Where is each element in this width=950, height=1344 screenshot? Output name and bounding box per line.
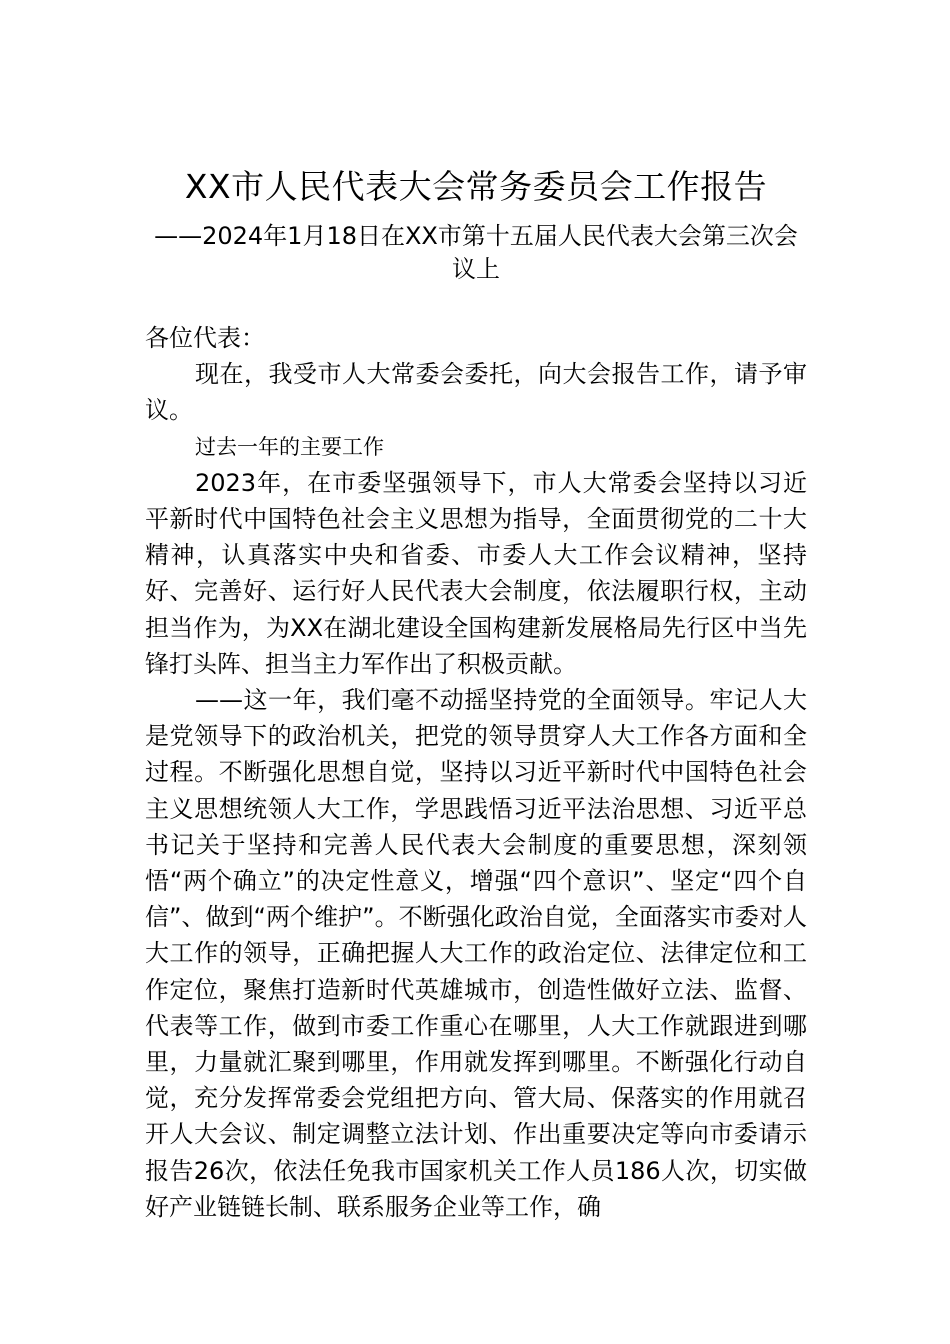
document-subtitle: ——2024年1月18日在XX市第十五届人民代表大会第三次会议上	[154, 222, 798, 283]
paragraph-party-leadership: ——这一年，我们毫不动摇坚持党的全面领导。牢记人大是党领导下的政治机关，把党的领导贯穿人大工作各方面和全过程。不断强化思想自觉，坚持以习近平新时代中国特色社会主义思想统领人大工作，学思践悟习近平法治思想、习近平总书记关于坚持和完善人民代表大会制度的重要思想，深刻领悟“两个确立”的决定性意义，增强“四个意识”、坚定“四个自信”、做到“两个维护”。不断强化政治自觉，全面落实市委对人大工作的领导，正确把握人大工作的政治定位、法律定位和工作定位，聚焦打造新时代英雄城市，创造性做好立法、监督、代表等工作，做到市委工作重心在哪里，人大工作就跟进到哪里，力量就汇聚到哪里，作用就发挥到哪里。不断强化行动自觉，充分发挥常委会党组把方向、管大局、保落实的作用就召开人大会议、制定调整立法计划、作出重要决定等向市委请示报告26次，依法任免我市国家机关工作人员186人次，切实做好产业链链长制、联系服务企业等工作，确	[145, 686, 807, 1221]
section-heading: 过去一年的主要工作	[195, 434, 384, 459]
document-title: XX市人民代表大会常务委员会工作报告	[184, 167, 768, 206]
paragraph-intro: 现在，我受市人大常委会委托，向大会报告工作，请予审议。	[145, 360, 807, 425]
document-body	[145, 320, 807, 1225]
document-content	[145, 162, 807, 1225]
salutation: 各位代表：	[145, 324, 265, 352]
paragraph-overview: 2023年，在市委坚强领导下，市人大常委会坚持以习近平新时代中国特色社会主义思想为指导，全面贯彻党的二十大精神，认真落实中央和省委、市委人大工作会议精神，坚持好、完善好、运行好人民代表大会制度，依法履职行权，主动担当作为，为XX在湖北建设全国构建新发展格局先行区中当先锋打头阵、担当主力军作出了积极贡献。	[145, 468, 807, 678]
